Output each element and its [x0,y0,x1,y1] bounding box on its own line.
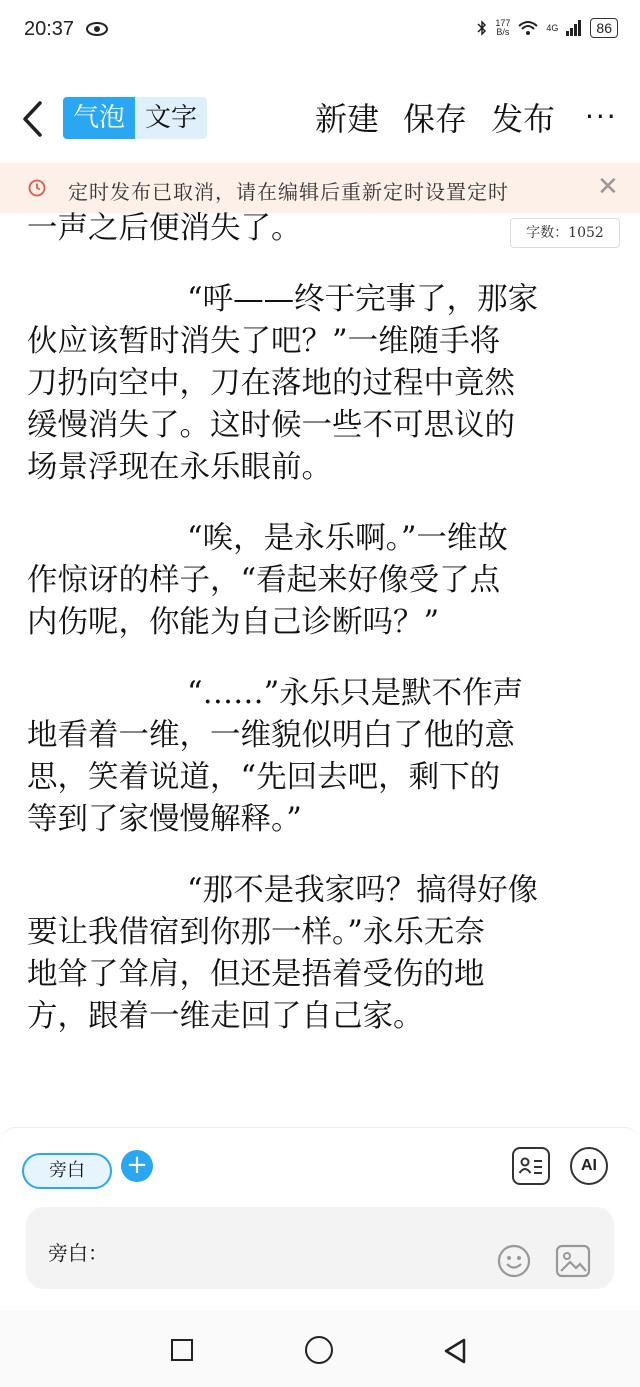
save-button[interactable]: 保存 [403,100,468,138]
wifi-icon [518,20,538,36]
bluetooth-icon [477,20,487,36]
more-button[interactable]: ··· [585,100,618,133]
paragraph-line: 缓慢消失了。这时候一些不可思议的 [27,408,515,443]
notice-text: 定时发布已取消，请在编辑后重新定时设置定时 [68,180,509,204]
recent-apps-button[interactable] [171,1339,193,1361]
network-speed-value: 177 [495,18,511,28]
input-prefix: 旁白： [48,1241,108,1265]
status-time: 20:37 [24,18,75,40]
mode-bubble-tab[interactable]: 气泡 [63,97,135,139]
character-card-icon[interactable] [512,1147,550,1185]
clock-icon [27,178,47,198]
paragraph-line: 作惊讶的样子，“看起来好像受了点 [27,563,501,598]
paragraph-line: 思，笑着说道，“先回去吧，剩下的 [27,760,501,795]
network-type: 4G [546,23,559,33]
signal-icon [566,20,582,36]
battery-level: 86 [590,18,618,38]
toolbar-actions [315,97,555,141]
story-content[interactable] [27,208,597,1038]
role-chip-narration[interactable]: 旁白 [22,1153,112,1189]
schedule-notice [0,163,640,213]
emoji-icon[interactable] [497,1244,531,1278]
network-speed [495,19,510,37]
network-speed-unit: B/s [496,27,510,37]
add-role-button[interactable]: + [121,1150,153,1182]
image-icon[interactable] [555,1244,591,1278]
home-button[interactable] [305,1336,333,1364]
paragraph-line: 场景浮现在永乐眼前。 [27,450,332,485]
paragraph-line: 地耸了耸肩，但还是捂着受伤的地 [27,957,485,992]
paragraph-line: 地看着一维，一维貌似明白了他的意 [27,718,515,753]
paragraph-line: “那不是我家吗？搞得好像 [187,873,539,908]
ai-button[interactable]: AI [570,1147,608,1185]
eye-icon [86,22,108,36]
chevron-left-icon[interactable] [20,100,46,138]
paragraph-line: 要让我借宿到你那一样。”永乐无奈 [27,915,485,950]
publish-button[interactable]: 发布 [491,100,556,138]
paragraph-line: 刀扔向空中，刀在落地的过程中竟然 [27,366,515,401]
paragraph-line: “唉，是永乐啊。”一维故 [187,521,508,556]
paragraph-line: 一声之后便消失了。 [27,211,302,246]
paragraph-line: 伙应该暂时消失了吧？”一维随手将 [27,324,501,359]
word-count-badge: 字数：1052 [510,218,620,248]
paragraph-line: “……”永乐只是默不作声 [187,676,524,711]
back-triangle-icon[interactable] [442,1337,468,1365]
status-bar [0,0,640,62]
status-indicators [477,18,618,38]
paragraph-line: “呼——终于完事了，那家 [187,282,539,317]
mode-text-tab[interactable]: 文字 [135,97,207,139]
mode-toggle[interactable] [63,97,207,139]
paragraph-line: 方，跟着一维走回了自己家。 [27,999,424,1034]
paragraph-line: 内伤呢，你能为自己诊断吗？” [27,605,440,640]
paragraph-line: 等到了家慢慢解释。” [27,802,302,837]
close-icon[interactable]: ✕ [597,172,619,202]
new-button[interactable]: 新建 [315,100,380,138]
